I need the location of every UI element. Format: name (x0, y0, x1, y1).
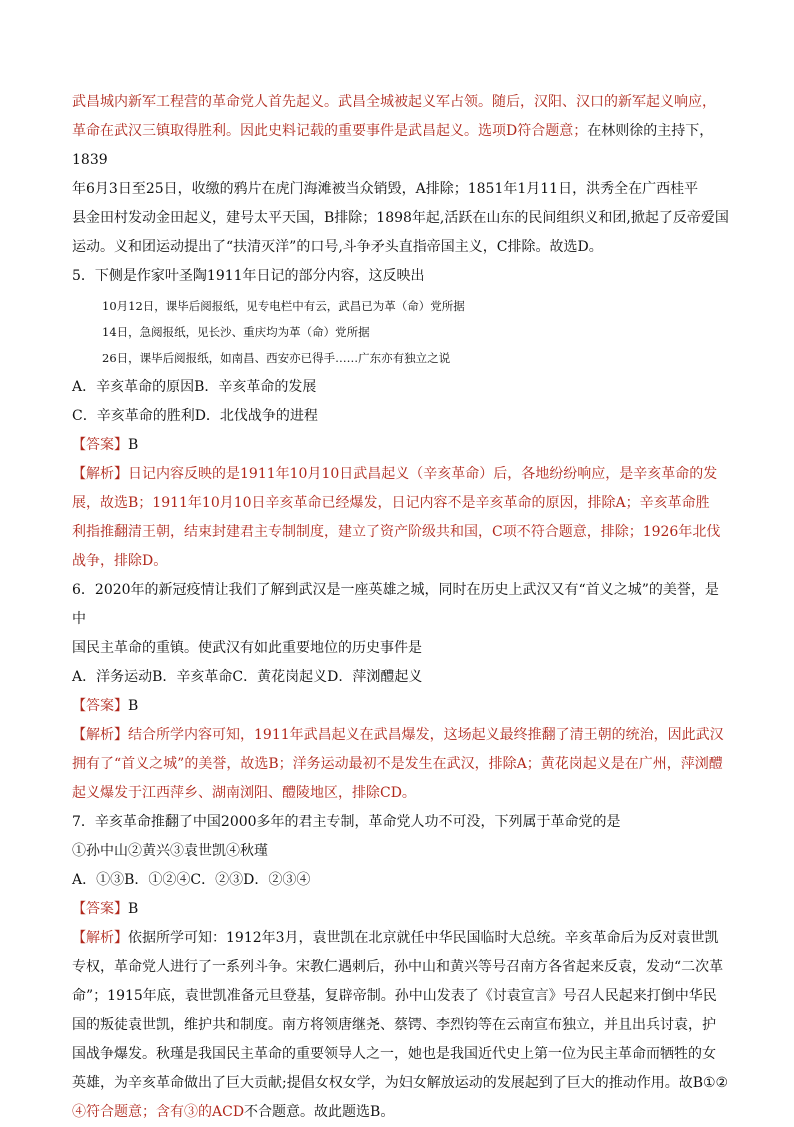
q7-explanation-5: 国战争爆发。秋瑾是我国民主革命的重要领导人之一，她也是我国近代史上第一位为民主革命而牺牲的女 (72, 1046, 716, 1062)
q5-options-1: A．辛亥革命的原因B．辛亥革命的发展 (72, 379, 317, 395)
intro-line-2a: 革命在武汉三镇取得胜利。因此史料记载的重要事件是武昌起义。选项D符合题意； (72, 123, 588, 139)
q5-stem: 5．下侧是作家叶圣陶1911年日记的部分内容，这反映出 (72, 268, 425, 284)
q7-answer (72, 895, 732, 924)
explanation-tag: 【解析】 (72, 466, 128, 482)
q7-explanation-1 (72, 924, 732, 953)
answer-value: B (128, 901, 139, 917)
intro-line-3: 年6月3日至25日，收缴的鸦片在虎门海滩被当众销毁，A排除；1851年1月11日，洪秀全在广西桂平 (72, 181, 699, 197)
q5-options-2: C．辛亥革命的胜利D．北伐战争的进程 (72, 408, 318, 424)
intro-line-2b: 在林则徐的主持下，1839 (72, 123, 714, 168)
q5-diary-excerpt (72, 293, 732, 371)
q7-stem: 7．辛亥革命推翻了中国2000多年的君主专制，革命党人功不可没，下列属于革命党的是 (72, 814, 621, 830)
q5-diary-line: 26日，课毕后阅报纸，如南昌、西安亦已得手……广东亦有独立之说 (102, 351, 451, 365)
answer-tag: 【答案】 (72, 437, 128, 453)
q6-explanation-3: 起义爆发于江西萍乡、湖南浏阳、醴陵地区，排除CD。 (72, 785, 416, 801)
explanation-tag: 【解析】 (72, 930, 128, 946)
explanation-text-red: ④符合题意；含有③的ACD (72, 1104, 245, 1120)
explanation-tag: 【解析】 (72, 727, 128, 743)
q5-diary-line: 10月12日，课毕后阅报纸，见专电栏中有云，武昌已为革（命）党所据 (102, 299, 465, 313)
intro-line-1: 武昌城内新军工程营的革命党人首先起义。武昌全城被起义军占领。随后，汉阳、汉口的新军起义响应， (72, 94, 716, 110)
intro-line-4: 县金田村发动金田起义，建号太平天国，B排除；1898年起,活跃在山东的民间组织义和团,掀起了反帝爱国 (72, 210, 729, 226)
q5-explanation-4: 战争，排除D。 (72, 553, 168, 569)
q5-explanation-2: 展，故选B；1911年10月10日辛亥革命已经爆发，日记内容不是辛亥革命的原因，排除A；辛亥革命胜 (72, 495, 710, 511)
q5-explanation-1 (72, 460, 732, 489)
q6-stem-1: 6．2020年的新冠疫情让我们了解到武汉是一座英雄之城，同时在历史上武汉又有“首义之城”的美誉，是中 (72, 582, 719, 627)
intro-line-5: 运动。义和团运动提出了“扶清灭洋”的口号,斗争矛头直指帝国主义，C排除。故选D。 (72, 239, 603, 255)
answer-tag: 【答案】 (72, 901, 128, 917)
q6-stem-2: 国民主革命的重镇。使武汉有如此重要地位的历史事件是 (72, 640, 422, 656)
explanation-text: 日记内容反映的是1911年10月10日武昌起义（辛亥革命）后，各地纷纷响应，是辛亥革命的发 (128, 466, 718, 482)
q7-explanation-2: 专权，革命党人进行了一系列斗争。宋教仁遇刺后，孙中山和黄兴等号召南方各省起来反袁，发动“二次革 (72, 959, 724, 975)
answer-tag: 【答案】 (72, 698, 128, 714)
q7-explanation-3: 命”；1915年底，袁世凯准备元旦登基，复辟帝制。孙中山发表了《讨袁宣言》号召人民起来打倒中华民 (72, 988, 717, 1004)
q7-options: A．①③B．①②④C．②③D．②③④ (72, 872, 311, 888)
answer-value: B (128, 698, 139, 714)
q7-explanation-4: 国的叛徒袁世凯，维护共和制度。南方将领唐继尧、蔡锷、李烈钧等在云南宣布独立，并且出兵讨袁，护 (72, 1017, 716, 1033)
q6-explanation-1 (72, 721, 732, 750)
document-page (72, 88, 732, 1127)
explanation-text: 依据所学可知：1912年3月，袁世凯在北京就任中华民国临时大总统。辛亥革命后为反对袁世凯 (128, 930, 719, 946)
explanation-text: 不合题意。故此题选B。 (244, 1104, 395, 1120)
q7-items: ①孙中山②黄兴③袁世凯④秋瑾 (72, 843, 268, 859)
q5-diary-line: 14日，急阅报纸，见长沙、重庆均为革（命）党所据 (102, 325, 370, 339)
intro-line-2 (72, 117, 732, 175)
q6-explanation-2: 拥有了“首义之城”的美誉，故选B；洋务运动最初不是发生在武汉，排除A；黄花岗起义是在广州，萍浏醴 (72, 756, 723, 772)
q5-answer (72, 431, 732, 460)
q5-explanation-3: 利指推翻清王朝，结束封建君主专制制度，建立了资产阶级共和国，C项不符合题意，排除；1926年北伐 (72, 524, 721, 540)
q6-answer (72, 692, 732, 721)
explanation-text: 结合所学内容可知，1911年武昌起义在武昌爆发，这场起义最终推翻了清王朝的统治，因此武汉 (128, 727, 724, 743)
answer-value: B (128, 437, 139, 453)
q6-options: A．洋务运动B．辛亥革命C．黄花岗起义D．萍浏醴起义 (72, 669, 423, 685)
q7-explanation-6: 英雄，为辛亥革命做出了巨大贡献;提倡女权女学，为妇女解放运动的发展起到了巨大的推动作用。故B①② (72, 1075, 729, 1091)
